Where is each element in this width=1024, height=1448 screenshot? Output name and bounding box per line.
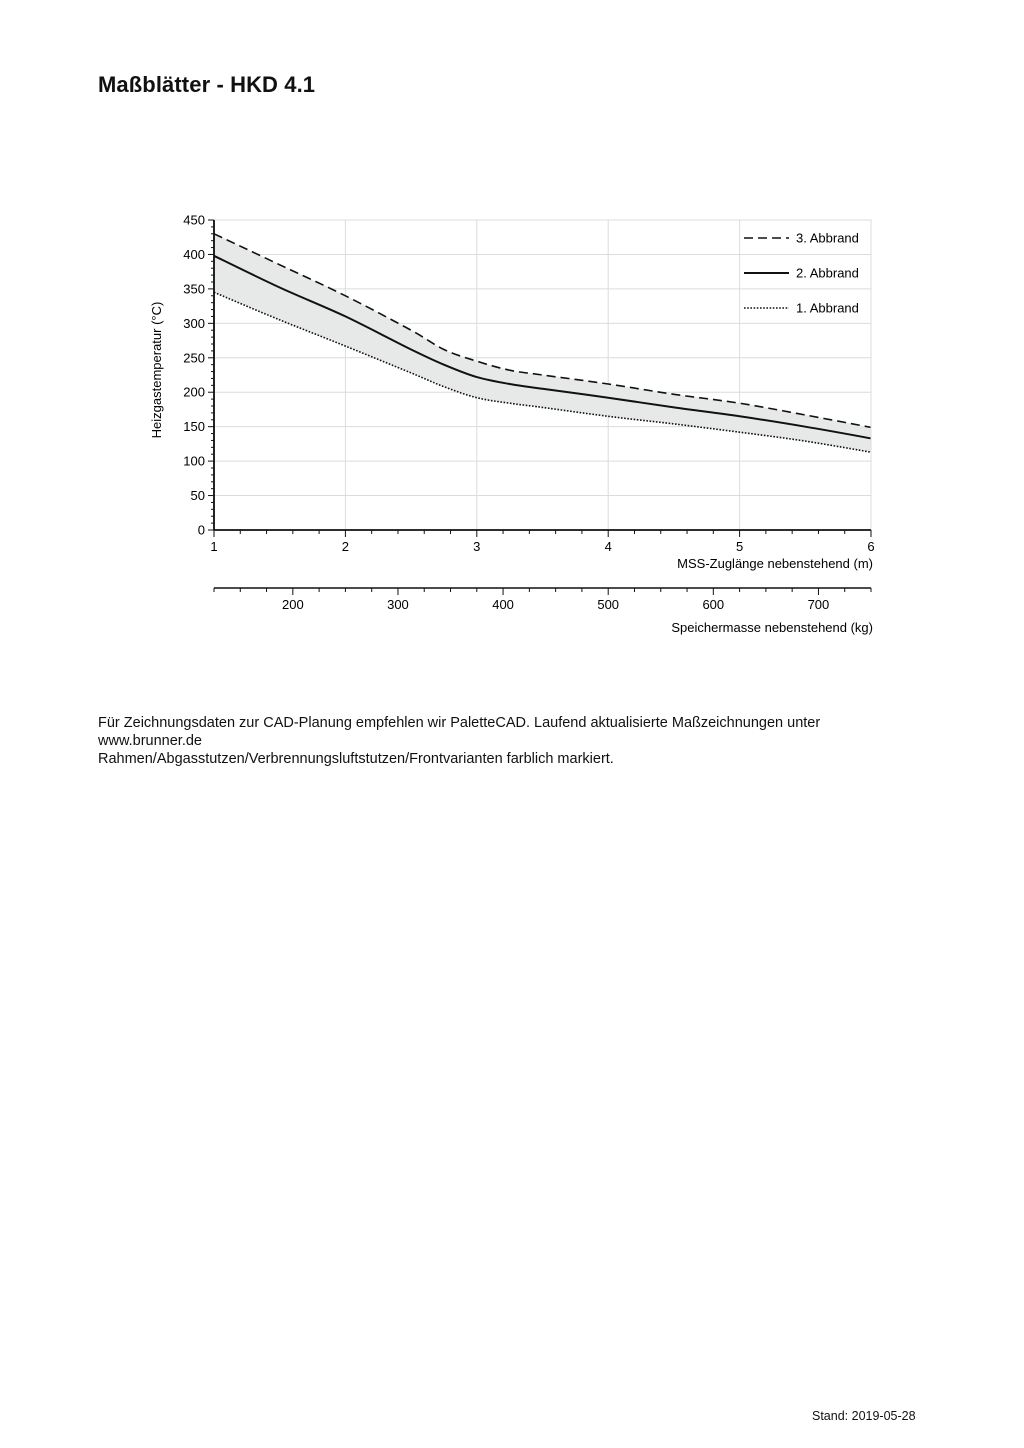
y-tick-label: 100: [183, 453, 205, 469]
note-variants: Rahmen/Abgasstutzen/Verbrennungsluftstutzen/Frontvarianten farblich markiert.: [98, 751, 614, 767]
x2-axis-title: Speichermasse nebenstehend (kg): [671, 620, 873, 635]
y-tick-label: 0: [197, 522, 205, 538]
x-tick-label: 4: [604, 539, 612, 554]
legend-label-1: 1. Abbrand: [796, 300, 859, 316]
x2-tick-label: 200: [281, 597, 304, 612]
y-tick-label: 300: [183, 315, 205, 331]
band-area: [214, 234, 871, 452]
x-tick-label: 2: [341, 539, 350, 554]
x-axis-title: MSS-Zuglänge nebenstehend (m): [677, 556, 873, 571]
y-tick-label: 150: [183, 419, 205, 435]
note-cad: Für Zeichnungsdaten zur CAD-Planung empfehlen wir PaletteCAD. Laufend aktualisierte Maßzeichnungen unter: [98, 715, 821, 731]
y-tick-label: 400: [183, 246, 205, 262]
note-website: www.brunner.de: [98, 733, 202, 749]
y-axis-title: Heizgastemperatur (°C): [149, 301, 164, 439]
y-tick-label: 50: [190, 488, 205, 504]
temperature-chart: [0, 0, 1024, 700]
legend: [744, 231, 859, 316]
x-tick-label: 5: [735, 539, 744, 554]
y-tick-label: 200: [183, 384, 205, 400]
x2-tick-label: 400: [492, 597, 514, 612]
y-tick-label: 450: [183, 212, 205, 228]
notes-block: [98, 714, 898, 768]
x-tick-label: 3: [473, 539, 481, 554]
page-title: Maßblätter - HKD 4.1: [98, 72, 316, 97]
y-tick-label: 350: [183, 281, 205, 297]
x-tick-label: 6: [867, 539, 875, 554]
x-tick-label: 1: [210, 539, 218, 554]
x2-tick-label: 600: [702, 597, 725, 612]
stand-date: Stand: 2019-05-28: [812, 1409, 916, 1423]
legend-label-3: 3. Abbrand: [796, 230, 859, 246]
legend-label-2: 2. Abbrand: [796, 265, 859, 281]
x2-tick-label: 500: [597, 597, 620, 612]
temperature-band: [214, 234, 871, 452]
x2-tick-label: 700: [807, 597, 830, 612]
y-tick-label: 250: [183, 350, 205, 366]
x2-tick-label: 300: [387, 597, 409, 612]
